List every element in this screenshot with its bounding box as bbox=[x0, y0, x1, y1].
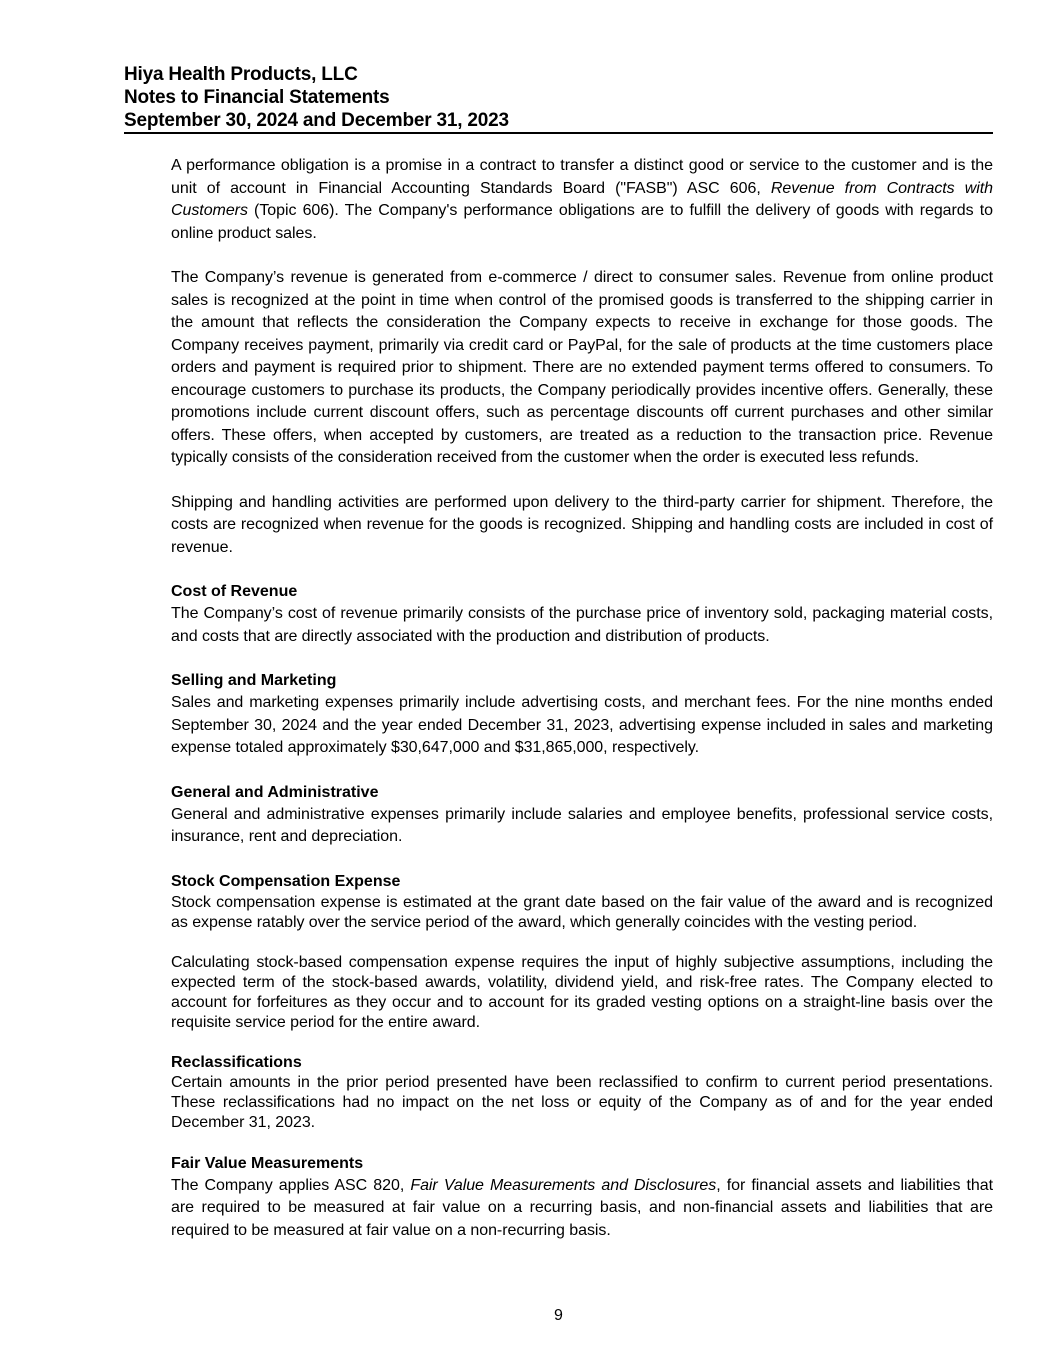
performance-obligation-paragraph: A performance obligation is a promise in a contract to transfer a distinct good or service to the customer and is the unit of account in Financial Accounting Standards Board ("FASB") ASC 606, Revenue from Contracts with Customers (Topic 606). The Company's performance obligations are to fulfill the delivery of goods with regards to online product sales. bbox=[171, 157, 993, 242]
section-title-reclassifications: Reclassifications bbox=[171, 1053, 302, 1071]
reporting-period: September 30, 2024 and December 31, 2023 bbox=[124, 109, 993, 134]
selling-marketing-paragraph: Sales and marketing expenses primarily include advertising costs, and merchant fees. For the nine months ended September 30, 2024 and the year ended December 31, 2023, advertising expense included in sales and marketing expense totaled approximately $30,647,000 and $31,865,000, respectively. bbox=[171, 694, 993, 756]
stock-compensation-paragraph-2: Calculating stock-based compensation expense requires the input of highly subjective assumptions, including the expected term of the stock-based awards, volatility, dividend yield, and risk-free rates. The Company elected to account for forfeitures as they occur and to account for its graded vesting options on a straight-line basis over the requisite service period for the entire award. bbox=[171, 953, 993, 1031]
section-title-cost-of-revenue: Cost of Revenue bbox=[171, 583, 298, 600]
section-title-selling-marketing: Selling and Marketing bbox=[171, 672, 337, 689]
company-name: Hiya Health Products, LLC bbox=[124, 64, 358, 85]
reclassifications-paragraph: Certain amounts in the prior period presented have been reclassified to confirm to current period presentations. These reclassifications had no impact on the net loss or equity of the Company as of and for the year ended December 31, 2023. bbox=[171, 1073, 993, 1131]
asc-820-title: Fair Value Measurements and Disclosures bbox=[410, 1176, 717, 1194]
section-title-stock-compensation: Stock Compensation Expense bbox=[171, 872, 401, 890]
revenue-paragraph: The Company’s revenue is generated from e-commerce / direct to consumer sales. Revenue from online product sales is recognized at the point in time when control of the promised goods is transferred to the shipping carrier in the amount that reflects the consideration the Company expects to receive in exchange for those goods. The Company receives payment, primarily via credit card or PayPal, for the sale of products at the time customers place orders and payment is required prior to shipment. There are no extended payment terms offered to consumers. To encourage customers to purchase its products, the Company periodically provides incentive offers. Generally, these promotions include current discount offers, such as percentage discounts off current purchases and other similar offers. These offers, when accepted by customers, are treated as a reduction to the transaction price. Revenue typically consists of the consideration received from the customer when the order is executed less refunds. bbox=[171, 269, 993, 466]
general-admin-paragraph: General and administrative expenses primarily include salaries and employee benefits, professional service costs, insurance, rent and depreciation. bbox=[171, 805, 993, 845]
stock-compensation-paragraph-1: Stock compensation expense is estimated at the grant date based on the fair value of the award and is recognized as expense ratably over the service period of the award, which generally coincides with the vesting period. bbox=[171, 893, 993, 931]
section-title-general-admin: General and Administrative bbox=[171, 783, 379, 801]
fair-value-paragraph: The Company applies ASC 820, Fair Value Measurements and Disclosures, for financial assets and liabilities that are required to be measured at fair value on a recurring basis, and non-financial assets and liabilities that are required to be measured at fair value on a non-recurring basis. bbox=[171, 1176, 994, 1239]
asc-606-title: Revenue from Contracts with Customers bbox=[171, 179, 993, 219]
document-title: Notes to Financial Statements bbox=[124, 87, 390, 108]
page-number: 9 bbox=[554, 1307, 563, 1324]
section-title-fair-value: Fair Value Measurements bbox=[171, 1154, 364, 1172]
document-header bbox=[124, 63, 993, 134]
cost-of-revenue-paragraph: The Company’s cost of revenue primarily consists of the purchase price of inventory sold, packaging material costs, and costs that are directly associated with the production and distribution of products. bbox=[171, 605, 993, 645]
document-body bbox=[171, 155, 993, 1242]
shipping-paragraph: Shipping and handling activities are performed upon delivery to the third-party carrier for shipment. Therefore, the costs are recognized when revenue for the goods is recognized. Shipping and handling costs are included in cost of revenue. bbox=[171, 493, 993, 556]
